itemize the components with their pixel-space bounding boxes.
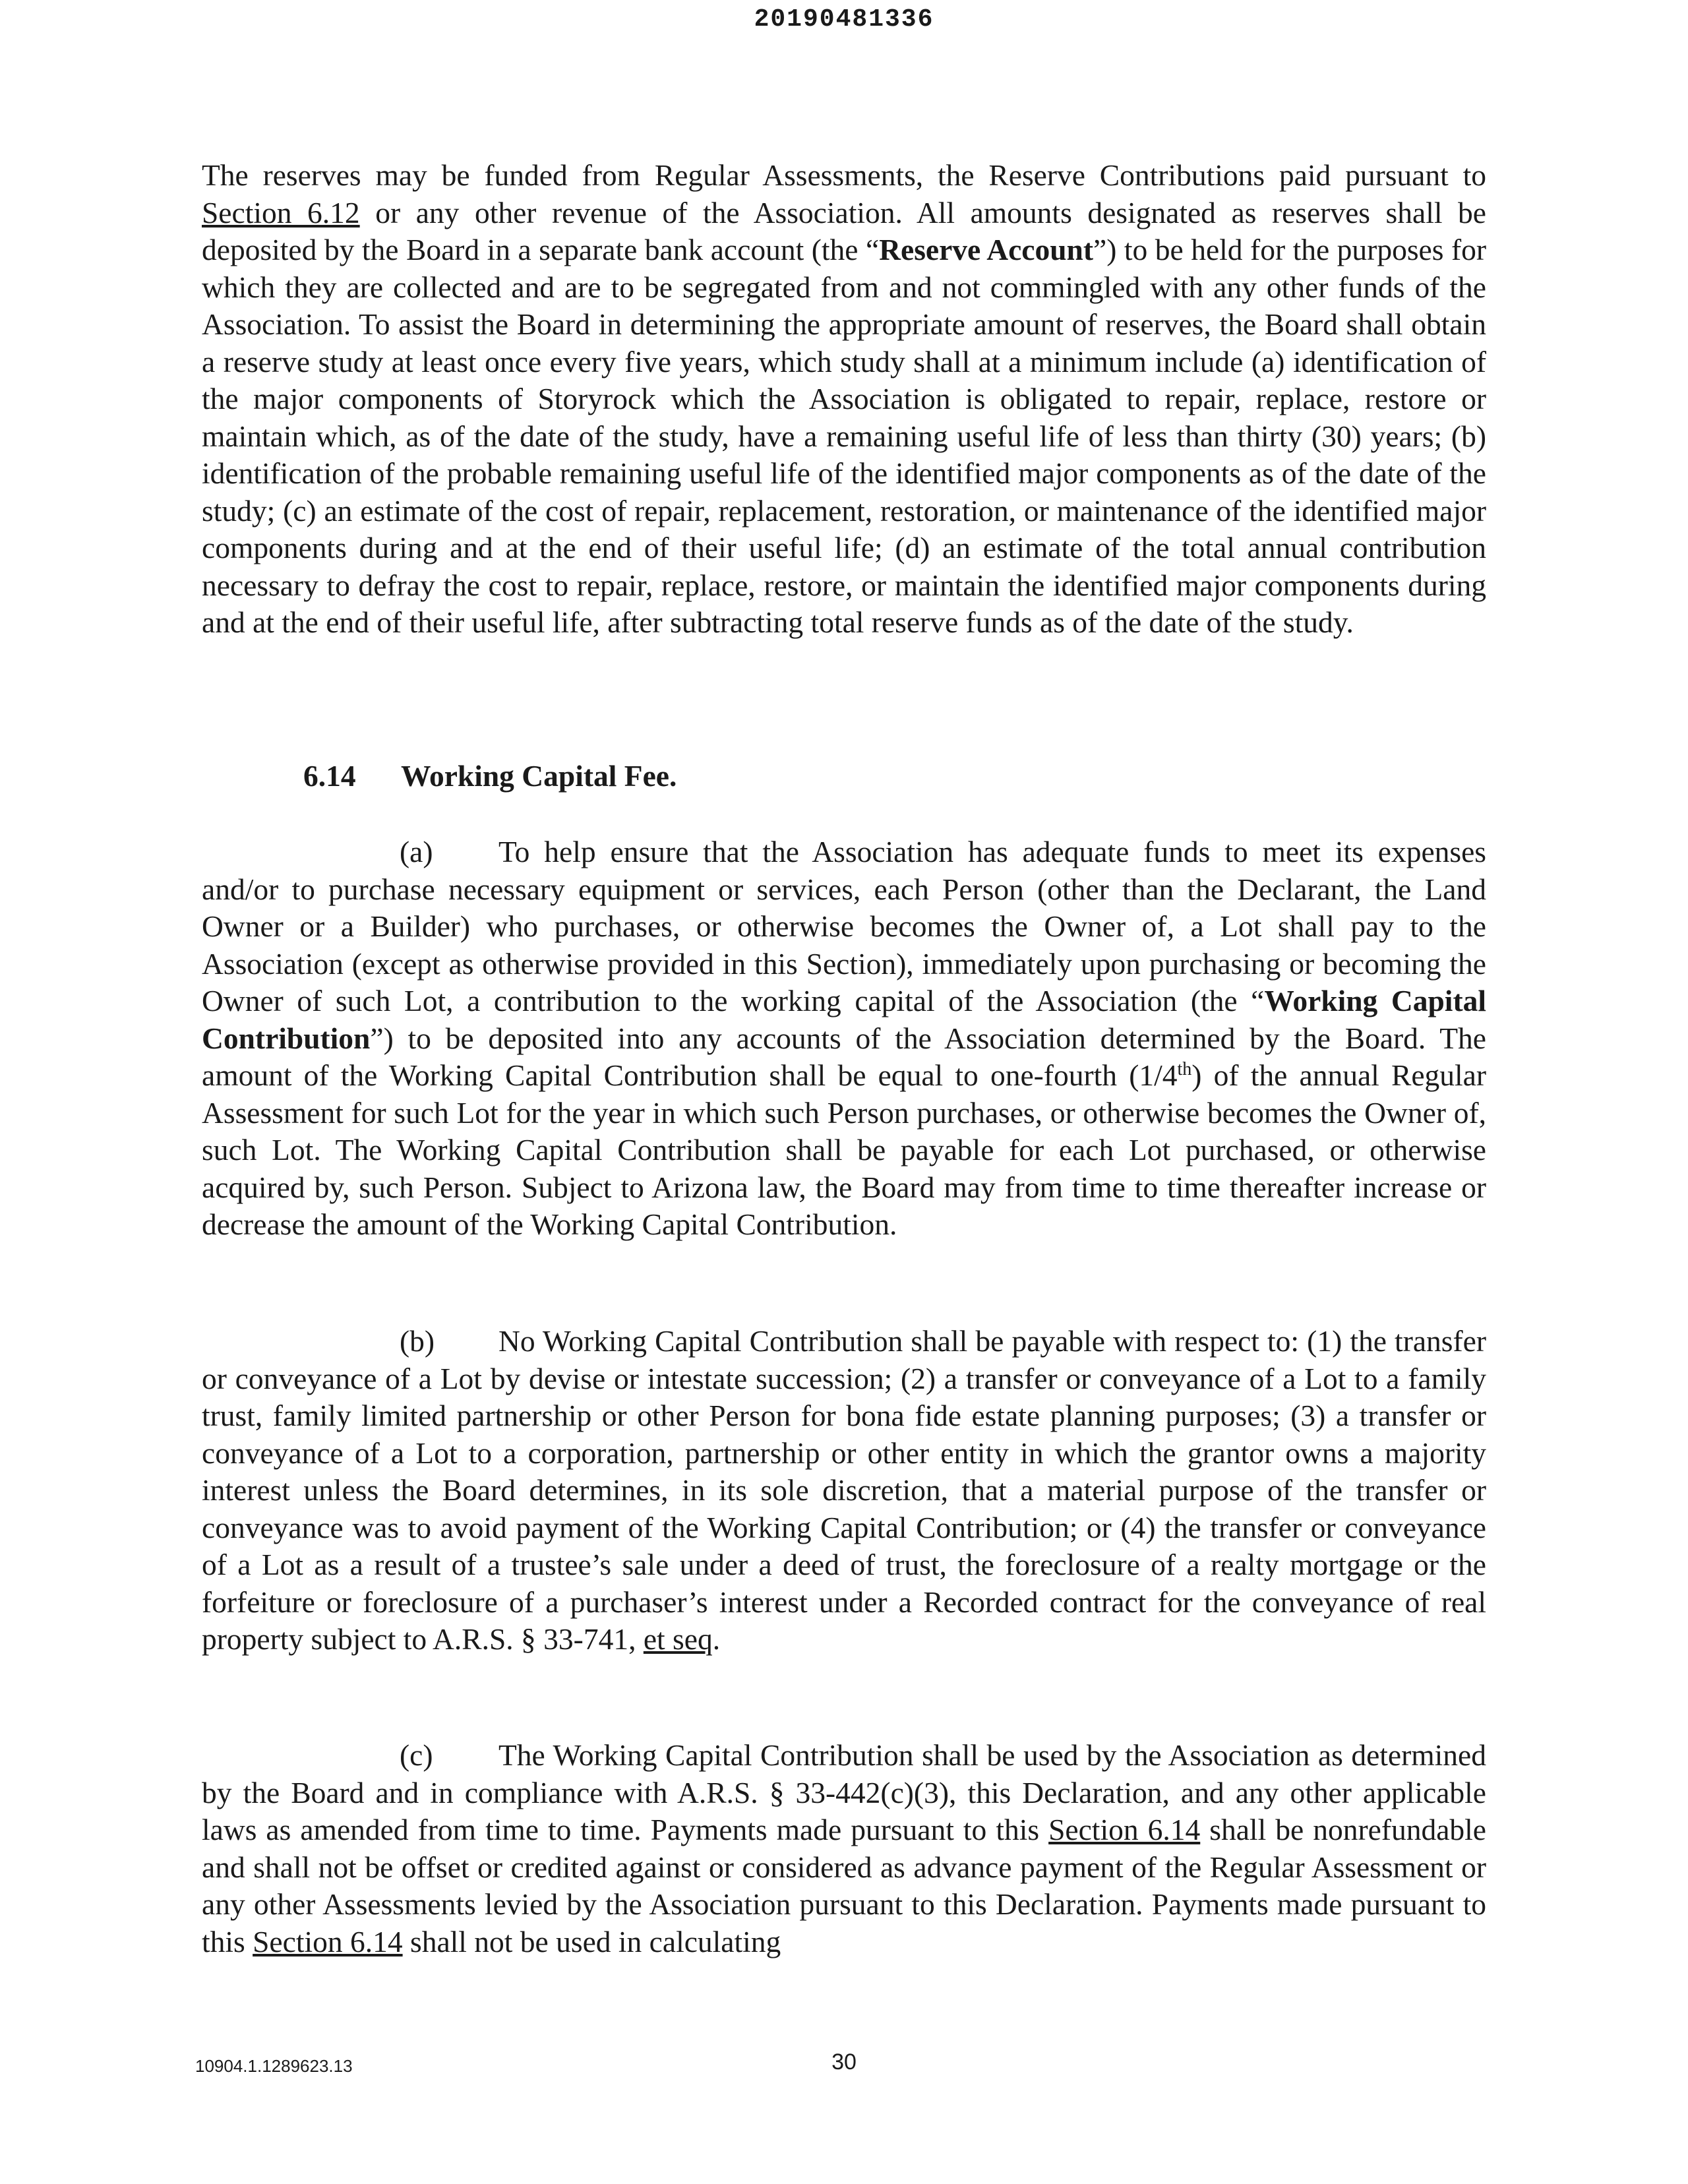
subsection-a-marker: (a) bbox=[400, 835, 433, 868]
section-title: Working Capital Fee. bbox=[401, 759, 677, 793]
subsection-c-text-1: The Working Capital Contribution shall be used by the Association as determined by the Board and in compliance with A.R.S. § 33-442(c)(3), this Declaration, and any other applicable laws as amended from time to time. Payments made pursuant to this bbox=[202, 1738, 1486, 1846]
subsection-c bbox=[202, 1737, 1486, 1960]
subsection-b-text-1: No Working Capital Contribution shall be payable with respect to: (1) the transfer or conveyance of a Lot by devise or intestate succession; (2) a transfer or conveyance of a Lot to a family trust, family limited partnership or other Person for bona fide estate planning purposes; (3) a transfer or conveyance of a Lot to a corporation, partnership or other entity in which the grantor owns a majority interest unless the Board determines, in its sole discretion, that a material purpose of the transfer or conveyance was to avoid payment of the Working Capital Contribution; or (4) the transfer or conveyance of a Lot as a result of a trustee’s sale under a deed of trust, the foreclosure of a realty mortgage or the forfeiture or foreclosure of a purchaser’s interest under a Recorded contract for the conveyance of real property subject to A.R.S. § 33-741, bbox=[202, 1324, 1486, 1656]
reserves-text-2: or any other revenue of the Association. All amounts designated as reserves shall be deposited by the Board in a separate bank account (the “ bbox=[202, 195, 1486, 266]
subsection-a bbox=[202, 834, 1486, 1244]
reserves-text-1: The reserves may be funded from Regular Assessments, the Reserve Contributions paid pursuant to bbox=[202, 158, 1486, 192]
section-number: 6.14 bbox=[303, 759, 356, 793]
subsection-a-text-1: To help ensure that the Association has adequate funds to meet its expenses and/or to purchase necessary equipment or services, each Person (other than the Declarant, the Land Owner or a Builder) who purchases, or otherwise becomes the Owner of, a Lot shall pay to the Association (except as otherwise provided in this Section), immediately upon purchasing or becoming the Owner of such Lot, a contribution to the working capital of the Association (the “ bbox=[202, 835, 1486, 1017]
subsection-b-marker: (b) bbox=[400, 1324, 435, 1358]
footer-document-id: 10904.1.1289623.13 bbox=[195, 2056, 353, 2076]
subsection-c-text-3: shall not be used in calculating bbox=[402, 1924, 781, 1958]
defined-term: Working Capital Contribution bbox=[202, 984, 1486, 1055]
subsection-c-marker: (c) bbox=[400, 1738, 433, 1772]
subsection-a-text-3: ) of the annual Regular Assessment for such Lot for the year in which such Person purchases, or otherwise becomes the Owner of, such Lot. The Working Capital Contribution shall be payable for each Lot purchased, or otherwise acquired by, such Person. Subject to Arizona law, the Board may from time to time thereafter increase or decrease the amount of the Working Capital Contribution. bbox=[202, 1058, 1487, 1241]
recording-number: 20190481336 bbox=[754, 5, 934, 34]
section-reference: Section 6.14 bbox=[253, 1924, 403, 1958]
subsection-b bbox=[202, 1323, 1486, 1658]
page-number: 30 bbox=[831, 2049, 857, 2075]
et-seq: et seq bbox=[643, 1622, 713, 1656]
subsection-b-text-2: . bbox=[712, 1622, 721, 1656]
reserves-paragraph bbox=[202, 157, 1486, 642]
section-reference: Section 6.12 bbox=[202, 195, 360, 229]
section-heading bbox=[303, 758, 677, 793]
defined-term: Reserve Account bbox=[879, 233, 1094, 266]
section-reference: Section 6.14 bbox=[1048, 1813, 1201, 1846]
subsection-c-text-2: shall be nonrefundable and shall not be offset or credited against or considered as advance payment of the Regular Assessment or any other Assessments levied by the Association pursuant to this Declaration. Payments made pursuant to this bbox=[202, 1813, 1486, 1958]
ordinal-superscript: th bbox=[1177, 1058, 1192, 1079]
subsection-a-text-2: ”) to be deposited into any accounts of the Association determined by the Board. The amount of the Working Capital Contribution shall be equal to one-fourth (1/4 bbox=[202, 1021, 1486, 1092]
reserves-text-3: ”) to be held for the purposes for which they are collected and are to be segregated from and not commingled with any other funds of the Association. To assist the Board in determining the appropriate amount of reserves, the Board shall obtain a reserve study at least once every five years, which study shall at a minimum include (a) identification of the major components of Storyrock which the Association is obligated to repair, replace, restore or maintain which, as of the date of the study, have a remaining useful life of less than thirty (30) years; (b) identification of the probable remaining useful life of the identified major components as of the date of the study; (c) an estimate of the cost of repair, replacement, restoration, or maintenance of the identified major components during and at the end of their useful life; (d) an estimate of the total annual contribution necessary to defray the cost to repair, replace, restore, or maintain the identified major components during and at the end of their useful life, after subtracting total reserve funds as of the date of the study. bbox=[202, 233, 1486, 639]
